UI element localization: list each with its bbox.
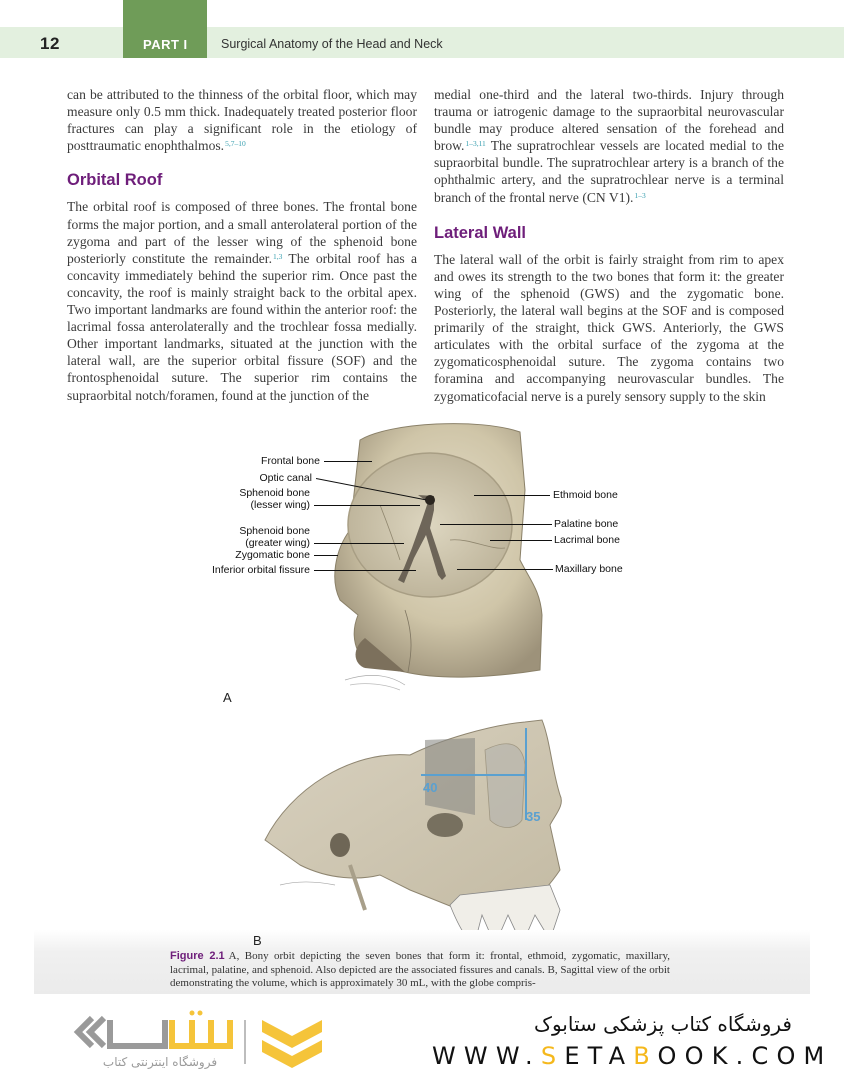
right-column	[434, 86, 784, 405]
caption-text: A, Bony orbit depicting the seven bones that form it: frontal, ethmoid, zygomatic, maxillary, lacrimal, palatine, and sphenoid. Also depicted are the associated fissures and canals. B, Sagittal view of the orbit demonstrating the volume, which is approximately 30 mL, with the globe compris-	[170, 950, 670, 989]
leader-line	[440, 524, 552, 525]
leader-line	[314, 543, 404, 544]
leader-line	[457, 569, 553, 570]
label-zygomatic-bone: Zygomatic bone	[235, 549, 310, 561]
label-sphenoid-lesser-2: (lesser wing)	[250, 499, 310, 511]
figure-label: Figure 2.1	[170, 950, 225, 962]
double-chevron-icon	[78, 1018, 104, 1046]
lateral-wall-paragraph: The lateral wall of the orbit is fairly straight from rim to apex and owes its strength to the two bones that form it: the greater wing of the sphenoid (GWS) and the zygomatic bone. Posteriorly, the lateral wall begins at the SOF and is composed primarily of the straight, thick GWS. Anteriorly, the GWS articulates with the orbital surface of the zygoma at the zygomaticosphenoidal suture. The zygoma contains two foramina and accompanying neurovascular bundles. The zygomaticofacial nerve is a purely sensory supply to the skin	[434, 251, 784, 404]
continued-text-1: medial one-third and the lateral two-thirds. Injury through trauma or iatrogenic damage to the supraorbital neurovascular bundle may produce altered sensation of the forehead and brow.	[434, 87, 784, 154]
label-lacrimal-bone: Lacrimal bone	[554, 534, 620, 546]
label-sphenoid-lesser-1: Sphenoid bone	[239, 487, 310, 499]
orbital-roof-paragraph	[67, 198, 417, 403]
intro-text: can be attributed to the thinness of the orbital floor, which may measure only 0.5 mm thick. Inadequately treated posterior floor fractures can play a significant role in the etiology of posttraumatic enophthalmos.	[67, 87, 417, 154]
leader-line	[314, 505, 420, 506]
panel-letter-a: A	[223, 690, 232, 705]
measure-label-horizontal: 40	[423, 780, 438, 795]
reference-superscript[interactable]: 1–3	[634, 190, 646, 200]
intro-paragraph	[67, 86, 417, 154]
label-frontal-bone: Frontal bone	[261, 455, 320, 467]
label-ethmoid-bone: Ethmoid bone	[553, 489, 618, 501]
leader-line	[314, 570, 416, 571]
section-heading-orbital-roof: Orbital Roof	[67, 171, 163, 190]
running-title: Surgical Anatomy of the Head and Neck	[221, 37, 443, 51]
continued-text-2: The supratrochlear vessels are located medial to the supraorbital bundle. The supratrochlear artery is a branch of the ophthalmic artery, and the supratrochlear nerve is a terminal branch of the frontal nerve (CN V1).	[434, 138, 784, 205]
leader-line	[490, 540, 552, 541]
url-part: ETA	[564, 1042, 634, 1070]
orbit-illustration-b	[260, 710, 620, 950]
page-number: 12	[40, 34, 60, 53]
url-part: OOK.COM	[657, 1042, 833, 1070]
measure-label-vertical: 35	[526, 809, 541, 824]
orbital-roof-text-2: The orbital roof has a concavity immediately behind the superior rim. Once past the concavity, the roof is mainly straight back to the orbital apex. Two important landmarks are found within the anterior roof: the lacrimal fossa anterolaterally and the trochlear fossa medially. Other important landmarks, situated at the junction with the lateral wall, are the superior orbital fissure (SOF) and the frontosphenoidal suture. The superior rim contains the supraorbital notch/foramen, found at the junction of the	[67, 250, 417, 403]
label-sphenoid-greater-2: (greater wing)	[245, 537, 310, 549]
leader-line	[324, 461, 372, 462]
figure-caption	[170, 950, 670, 991]
continued-paragraph	[434, 86, 784, 206]
url-part-highlight: B	[633, 1042, 658, 1070]
part-label: PART I	[143, 37, 188, 52]
label-optic-canal: Optic canal	[259, 472, 312, 484]
orbital-roof-text-1: The orbital roof is composed of three bones. The frontal bone forms the major portion, and a small anterolateral portion of the zygoma and part of the lesser wing of the sphenoid bone posteriorly constitute the remainder.	[67, 199, 417, 266]
reference-superscript[interactable]: 1,3	[272, 251, 283, 261]
panel-letter-b: B	[253, 933, 262, 948]
reference-superscript[interactable]: 1–3,11	[465, 139, 486, 149]
chevron-stack-icon	[262, 1020, 322, 1068]
label-sphenoid-greater-1: Sphenoid bone	[239, 525, 310, 537]
leader-line	[474, 495, 550, 496]
label-palatine-bone: Palatine bone	[554, 518, 619, 530]
url-part-highlight: S	[540, 1042, 565, 1070]
leader-line	[314, 555, 338, 556]
label-maxillary-bone: Maxillary bone	[555, 563, 623, 575]
store-url[interactable]	[432, 1042, 832, 1070]
left-column	[67, 86, 417, 404]
label-inferior-orbital-fissure: Inferior orbital fissure	[211, 564, 310, 576]
section-heading-lateral-wall: Lateral Wall	[434, 223, 526, 242]
reference-superscript[interactable]: 5,7–10	[225, 139, 246, 149]
logo-subtitle: فروشگاه اینترنتی کتاب	[102, 1055, 218, 1069]
url-part: WWW.	[432, 1042, 541, 1070]
store-name: فروشگاه کتاب پزشکی ستابوک	[534, 1012, 792, 1036]
